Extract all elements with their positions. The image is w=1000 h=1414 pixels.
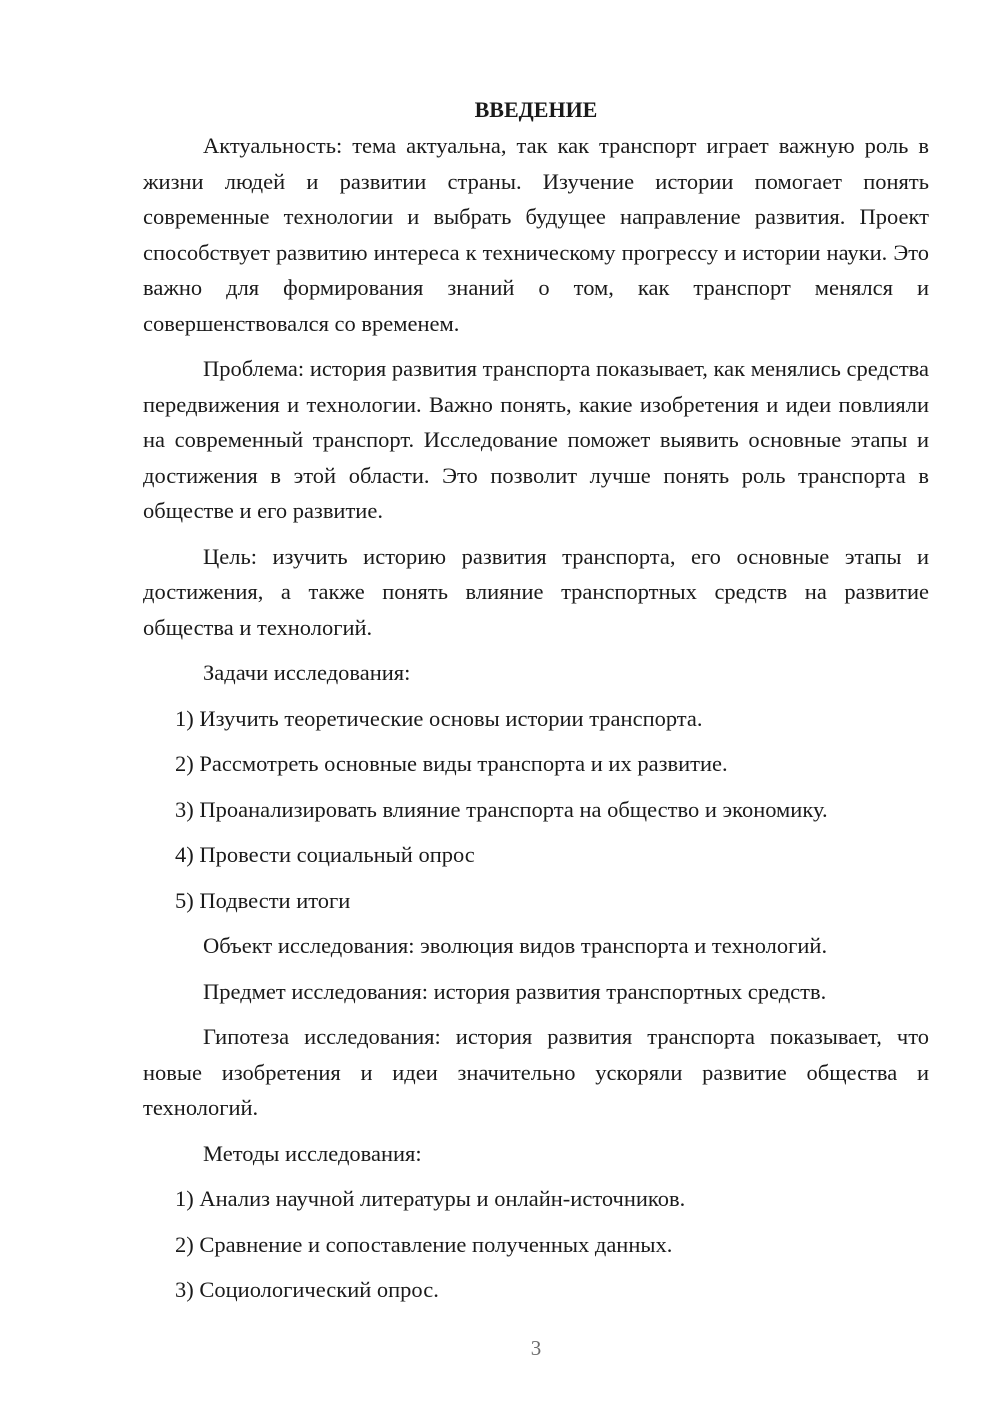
page-number: 3 bbox=[530, 1336, 542, 1360]
task-item: 1) Изучить теоретические основы истории транспорта. bbox=[175, 705, 703, 731]
method-item: 1) Анализ научной литературы и онлайн-источников. bbox=[175, 1186, 686, 1211]
page-content bbox=[143, 94, 929, 1318]
object-paragraph: Объект исследования: эволюция видов транспорта и технологий. bbox=[203, 933, 828, 958]
goal-paragraph: Цель: изучить историю развития транспорта, его основные этапы и достижения, а также понять влияние транспортных средств на развитие общества и технологий. bbox=[143, 543, 929, 640]
methods-heading: Методы исследования: bbox=[203, 1140, 422, 1166]
hypothesis-paragraph: Гипотеза исследования: история развития транспорта показывает, что новые изобретения и идеи значительно ускоряли развитие общества и технологий. bbox=[143, 1024, 929, 1120]
task-item: 4) Провести социальный опрос bbox=[175, 842, 475, 867]
method-item: 2) Сравнение и сопоставление полученных данных. bbox=[175, 1231, 673, 1257]
problem-paragraph: Проблема: история развития транспорта показывает, как менялись средства передвижения и технологии. Важно понять, какие изобретения и идеи повлияли на современный транспорт. Исследование поможет выявить основные этапы и достижения в этой области. Это позволит лучше понять роль транспорта в обществе и его развитие. bbox=[143, 356, 929, 523]
method-item: 3) Социологический опрос. bbox=[175, 1277, 439, 1302]
task-item: 3) Проанализировать влияние транспорта на общество и экономику. bbox=[175, 796, 828, 822]
tasks-heading: Задачи исследования: bbox=[203, 660, 411, 685]
task-item: 2) Рассмотреть основные виды транспорта и их развитие. bbox=[175, 751, 728, 776]
section-title: ВВЕДЕНИЕ bbox=[474, 97, 598, 122]
task-item: 5) Подвести итоги bbox=[175, 887, 351, 913]
subject-paragraph: Предмет исследования: история развития транспортных средств. bbox=[203, 978, 827, 1004]
relevance-paragraph: Актуальность: тема актуальна, так как транспорт играет важную роль в жизни людей и развитии страны. Изучение истории помогает понять современные технологии и выбрать будущее направление развития. Проект способствует развитию интереса к техническому прогрессу и истории науки. Это важно для формирования знаний о том, как транспорт менялся и совершенствовался со временем. bbox=[143, 133, 929, 336]
